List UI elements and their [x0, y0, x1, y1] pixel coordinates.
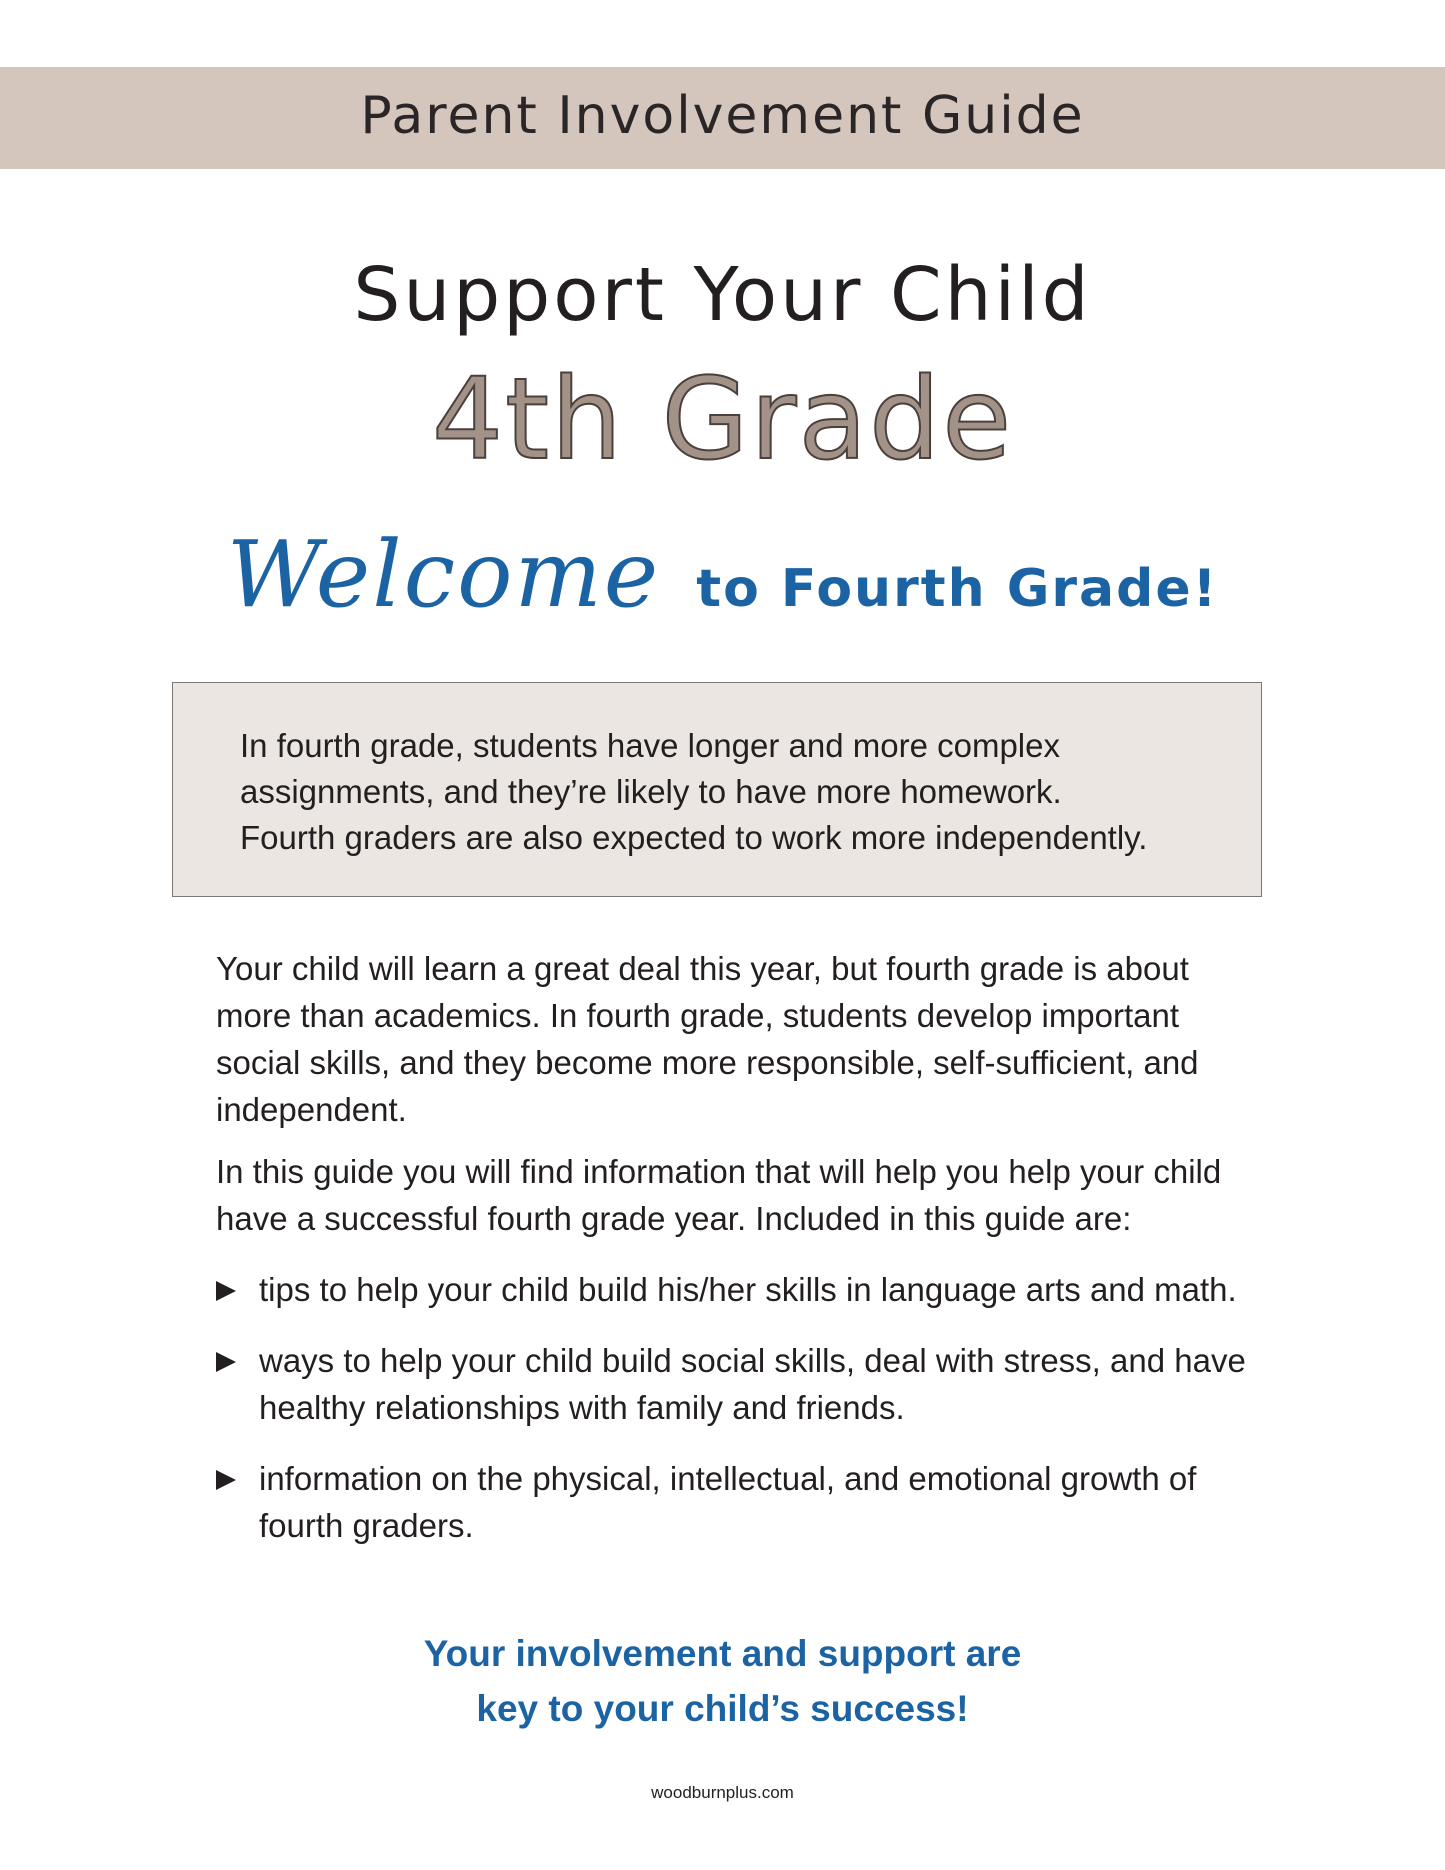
guide-contents-list [216, 1266, 1246, 1573]
welcome-subtitle: to Fourth Grade! [696, 559, 1219, 619]
welcome-script-word: Welcome [226, 521, 661, 628]
body-paragraph-2: In this guide you will find information that will help you help your child have a successful fourth grade year. Included in this guide are: [216, 1153, 1222, 1237]
welcome-heading [0, 520, 1445, 657]
triangle-bullet-icon [216, 1281, 236, 1301]
list-item [216, 1455, 1246, 1549]
support-title: Support Your Child [353, 252, 1092, 338]
closing-line-2: key to your child’s success! [476, 1688, 969, 1729]
list-item-text: tips to help your child build his/her skills in language arts and math. [259, 1271, 1237, 1308]
guide-title: Parent Involvement Guide [360, 86, 1085, 146]
intro-line: Fourth graders are also expected to work more independently. [240, 819, 1148, 856]
intro-line: assignments, and they’re likely to have more homework. [240, 773, 1062, 810]
triangle-bullet-icon [216, 1470, 236, 1490]
list-item-text: information on the physical, intellectual, and emotional growth of fourth graders. [259, 1460, 1197, 1544]
closing-line-1: Your involvement and support are [423, 1633, 1022, 1674]
list-item-text: ways to help your child build social skills, deal with stress, and have healthy relationships with family and friends. [259, 1342, 1246, 1426]
body-paragraph-1: Your child will learn a great deal this year, but fourth grade is about more than academics. In fourth grade, students develop important social skills, and they become more responsible, self-sufficient, and independent. [216, 950, 1199, 1128]
footer-url: woodburnplus.com [651, 1783, 794, 1802]
list-item [216, 1266, 1246, 1313]
intro-callout-box [172, 682, 1262, 897]
grade-title: 4th Grade [431, 355, 1014, 485]
intro-line: In fourth grade, students have longer and more complex [240, 727, 1060, 764]
triangle-bullet-icon [216, 1352, 236, 1372]
closing-message [0, 1626, 1445, 1736]
intro-text [240, 723, 1250, 861]
list-item [216, 1337, 1246, 1431]
